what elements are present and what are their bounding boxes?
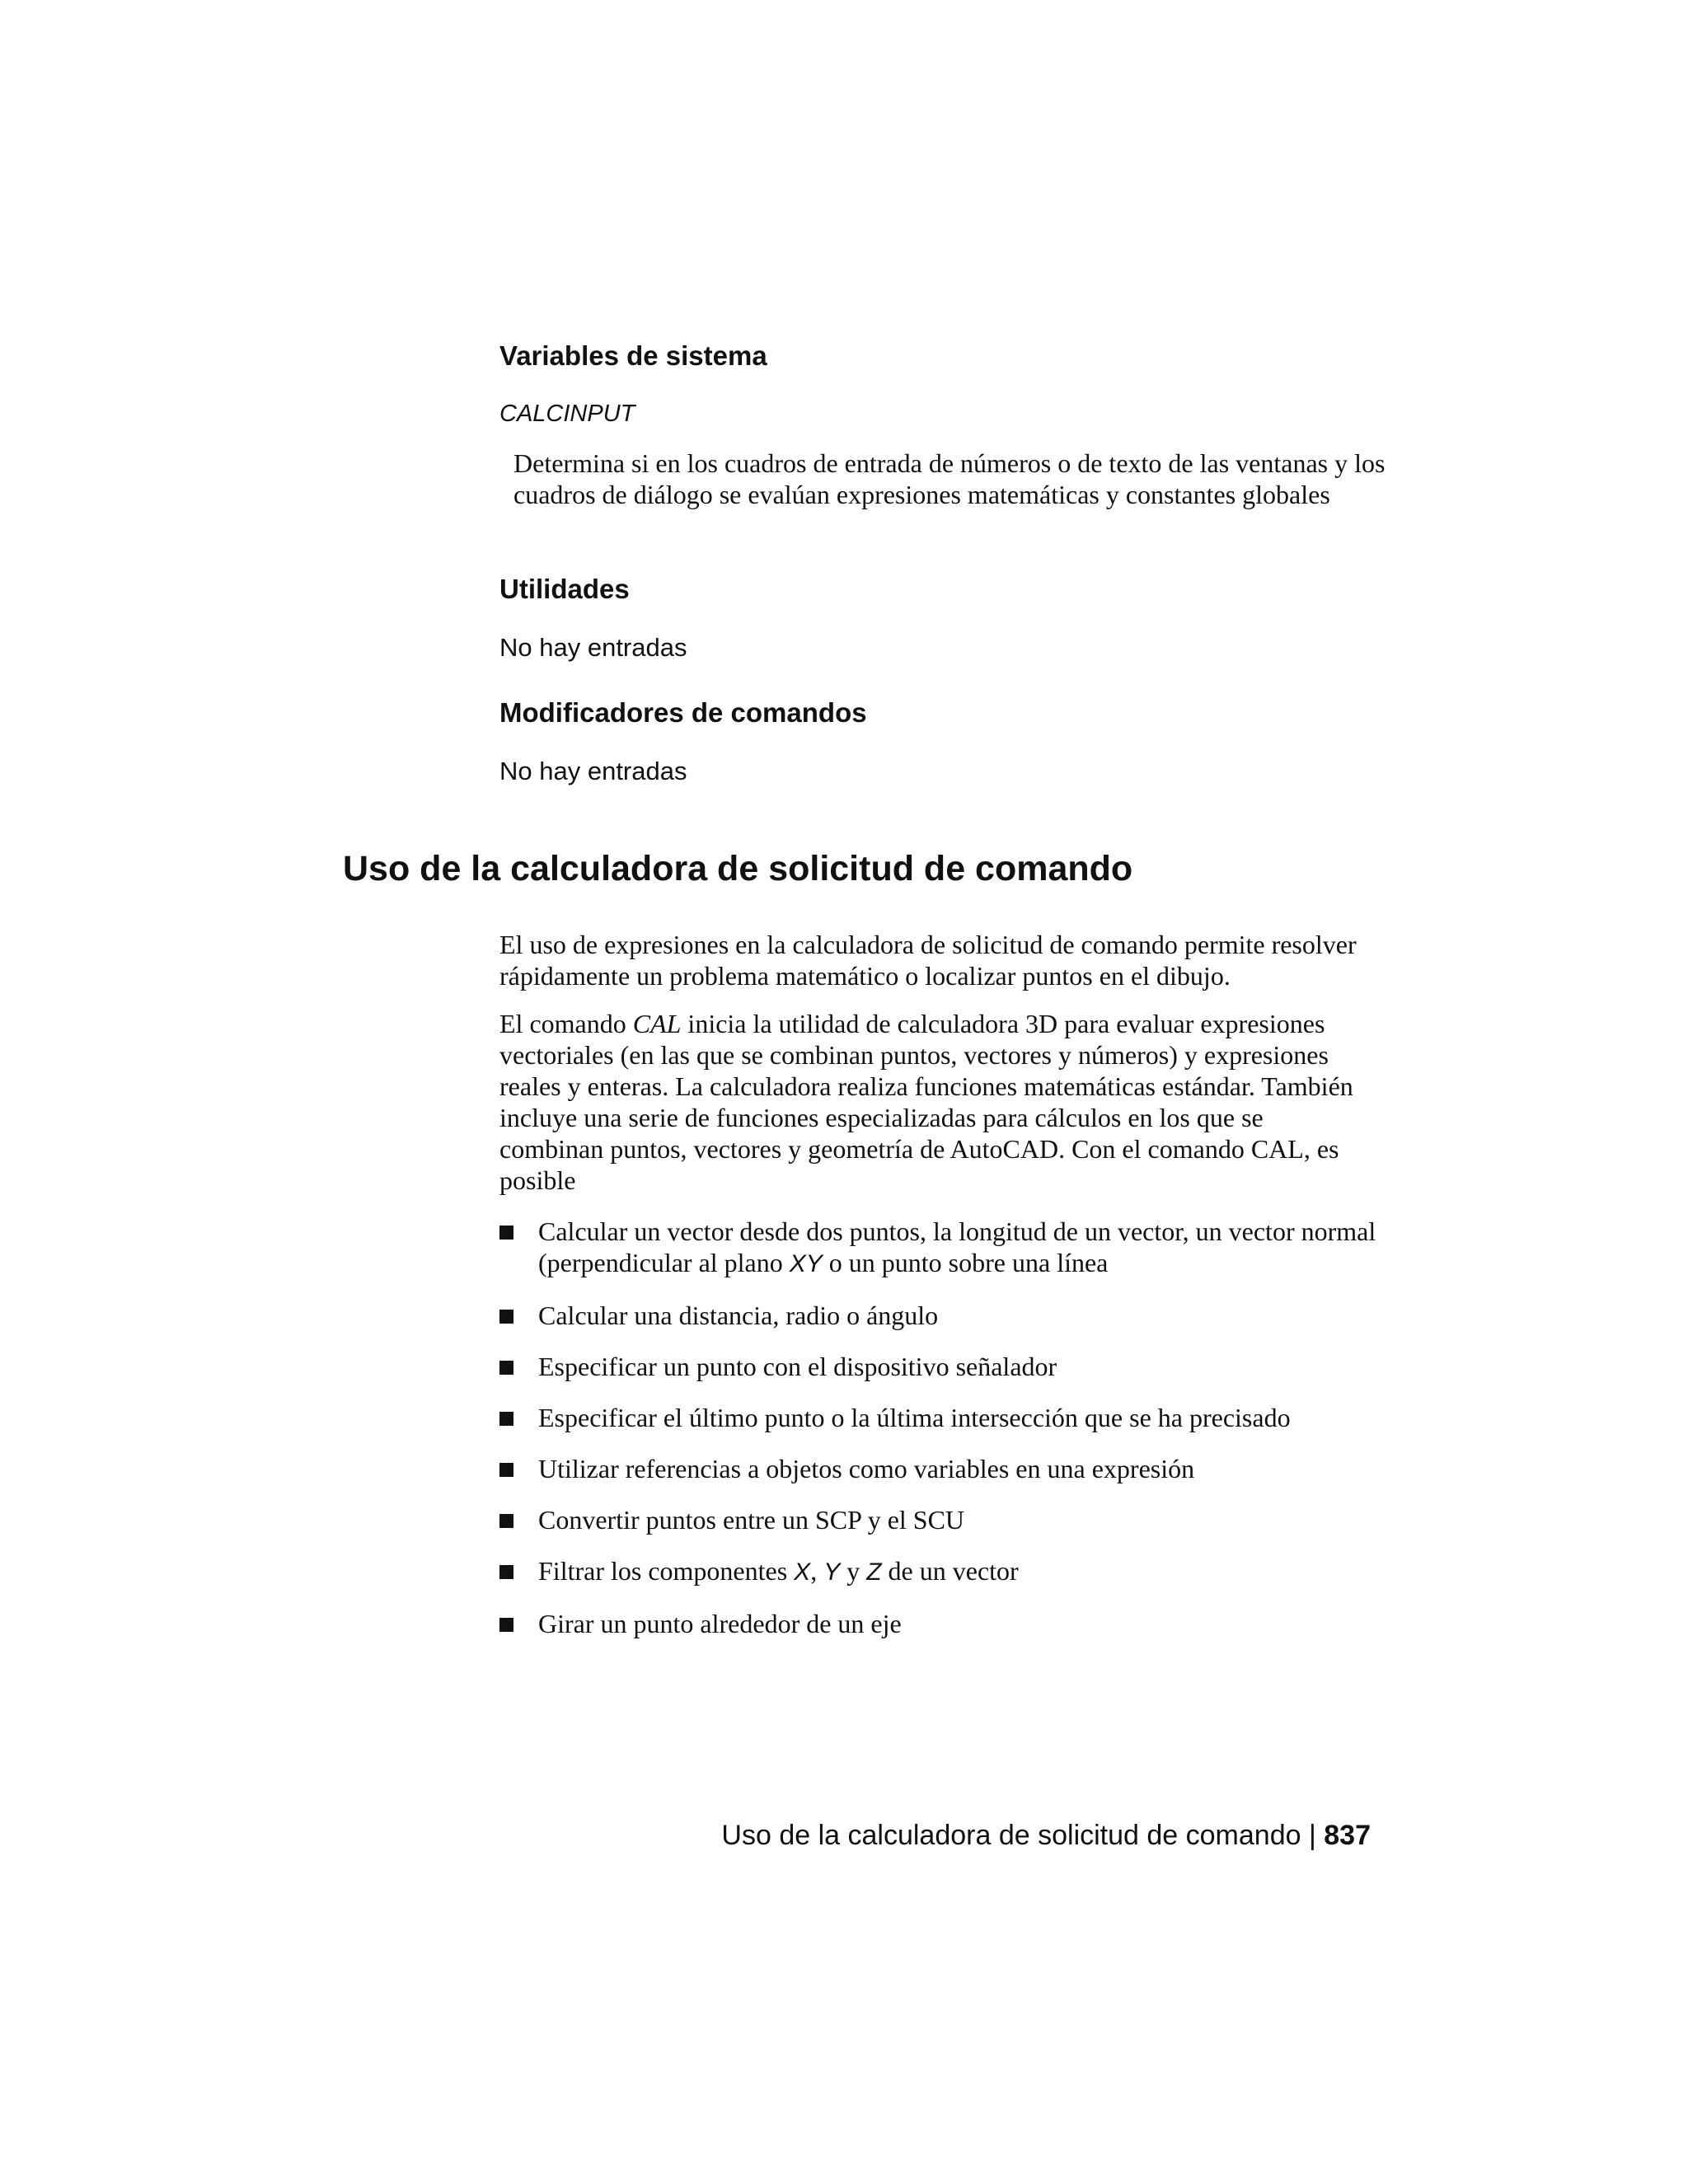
variable-name: CALCINPUT (499, 401, 635, 427)
cal-command: CAL (632, 1009, 682, 1038)
bullet-square-icon (499, 1361, 513, 1375)
intro-paragraph: El uso de expresiones en la calculadora de solicitud de comando permite resolver rápidamente un problema matemático o localizar puntos en el dibujo. (499, 930, 1357, 991)
list-item: Filtrar los componentes X, Y y Z de un vector (499, 1555, 1390, 1588)
capabilities-list (499, 1216, 1390, 1659)
cal-paragraph (499, 1008, 1373, 1196)
list-item: Utilizar referencias a objetos como variables en una expresión (499, 1453, 1390, 1484)
utilities-text: No hay entradas (499, 633, 687, 662)
page-title: Uso de la calculadora de solicitud de comando (343, 849, 1133, 888)
z-component-label: Z (866, 1558, 882, 1586)
list-item: Calcular una distancia, radio o ángulo (499, 1300, 1390, 1331)
bullet-square-icon (499, 1463, 513, 1477)
x-component-label: X (794, 1558, 811, 1586)
bullet-square-icon (499, 1310, 513, 1324)
list-item: Calcular un vector desde dos puntos, la longitud de un vector, un vector normal (perpendicular al plano XY o un punto sobre una línea (499, 1216, 1390, 1280)
modifiers-text: No hay entradas (499, 757, 687, 785)
bullet-square-icon (499, 1226, 513, 1240)
list-item: Especificar el último punto o la última intersección que se ha precisado (499, 1402, 1390, 1433)
list-item: Convertir puntos entre un SCP y el SCU (499, 1504, 1390, 1535)
bullet-square-icon (499, 1565, 513, 1579)
list-item: Girar un punto alrededor de un eje (499, 1608, 1390, 1639)
xy-plane-label: XY (789, 1250, 823, 1277)
bullet-square-icon (499, 1514, 513, 1528)
page-footer (721, 1820, 1371, 1852)
page-number: 837 (1324, 1820, 1371, 1851)
variable-description: Determina si en los cuadros de entrada de números o de texto de las ventanas y los cuadros de diálogo se evalúan expresiones matemáticas y constantes globales (513, 448, 1386, 509)
footer-title: Uso de la calculadora de solicitud de comando (721, 1820, 1301, 1851)
cal-paragraph-body: inicia la utilidad de calculadora 3D para evaluar expresiones vectoriales (en las que se combinan puntos, vectores y números) y expresiones reales y enteras. La calculadora realiza funciones matemáticas estándar. También incluye una serie de funciones especializadas para cálculos en los que se combinan puntos, vectores y geometría de AutoCAD. Con el comando CAL, es posible (499, 1009, 1353, 1195)
section-heading-utilities: Utilidades (499, 574, 630, 604)
section-heading-command-modifiers: Modificadores de comandos (499, 697, 867, 728)
bullet-square-icon (499, 1618, 513, 1632)
section-heading-system-variables: Variables de sistema (499, 340, 767, 371)
y-component-label: Y (823, 1558, 841, 1586)
list-item: Especificar un punto con el dispositivo señalador (499, 1351, 1390, 1382)
cal-paragraph-lead: El comando (499, 1009, 633, 1038)
bullet-square-icon (499, 1412, 513, 1426)
footer-separator: | (1308, 1820, 1316, 1851)
